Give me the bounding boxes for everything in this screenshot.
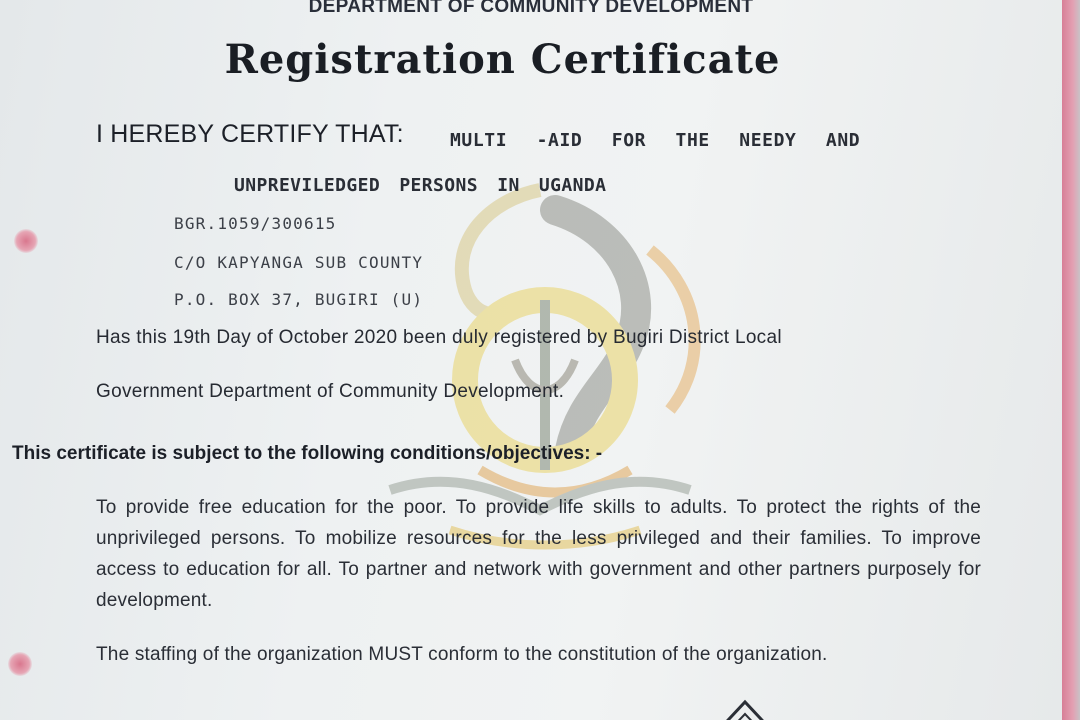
punch-hole	[14, 229, 38, 253]
address-line-1: C/O KAPYANGA SUB COUNTY	[174, 253, 424, 272]
certify-label: I HEREBY CERTIFY THAT:	[96, 120, 404, 148]
address-line-2: P.O. BOX 37, BUGIRI (U)	[174, 290, 424, 309]
certificate-title: Registration Certificate	[224, 36, 781, 83]
registration-number: BGR.1059/300615	[174, 214, 337, 233]
organization-name-line-2: UNPREVILEDGED PERSONS IN UGANDA	[234, 175, 607, 196]
objectives-paragraph: To provide free education for the poor. To provide life skills to adults. To protect the rights of the unprivileged persons. To mobilize resources for the less privileged and their families. To improve access to education for all. To partner and network with government and other partners purposely for development.	[96, 497, 981, 611]
background-edge	[1062, 0, 1080, 720]
registered-statement-line-2: Government Department of Community Development.	[96, 381, 565, 402]
conditions-heading: This certificate is subject to the following conditions/objectives: -	[12, 443, 603, 464]
organization-name-line-1: MULTI -AID FOR THE NEEDY AND	[450, 130, 861, 151]
department-heading: DEPARTMENT OF COMMUNITY DEVELOPMENT	[308, 0, 754, 17]
stamp-mark-partial	[710, 696, 780, 720]
punch-hole	[8, 652, 32, 676]
registered-statement-line-1: Has this 19th Day of October 2020 been duly registered by Bugiri District Local	[96, 327, 782, 348]
staffing-paragraph: The staffing of the organization MUST conform to the constitution of the organization.	[96, 644, 828, 665]
